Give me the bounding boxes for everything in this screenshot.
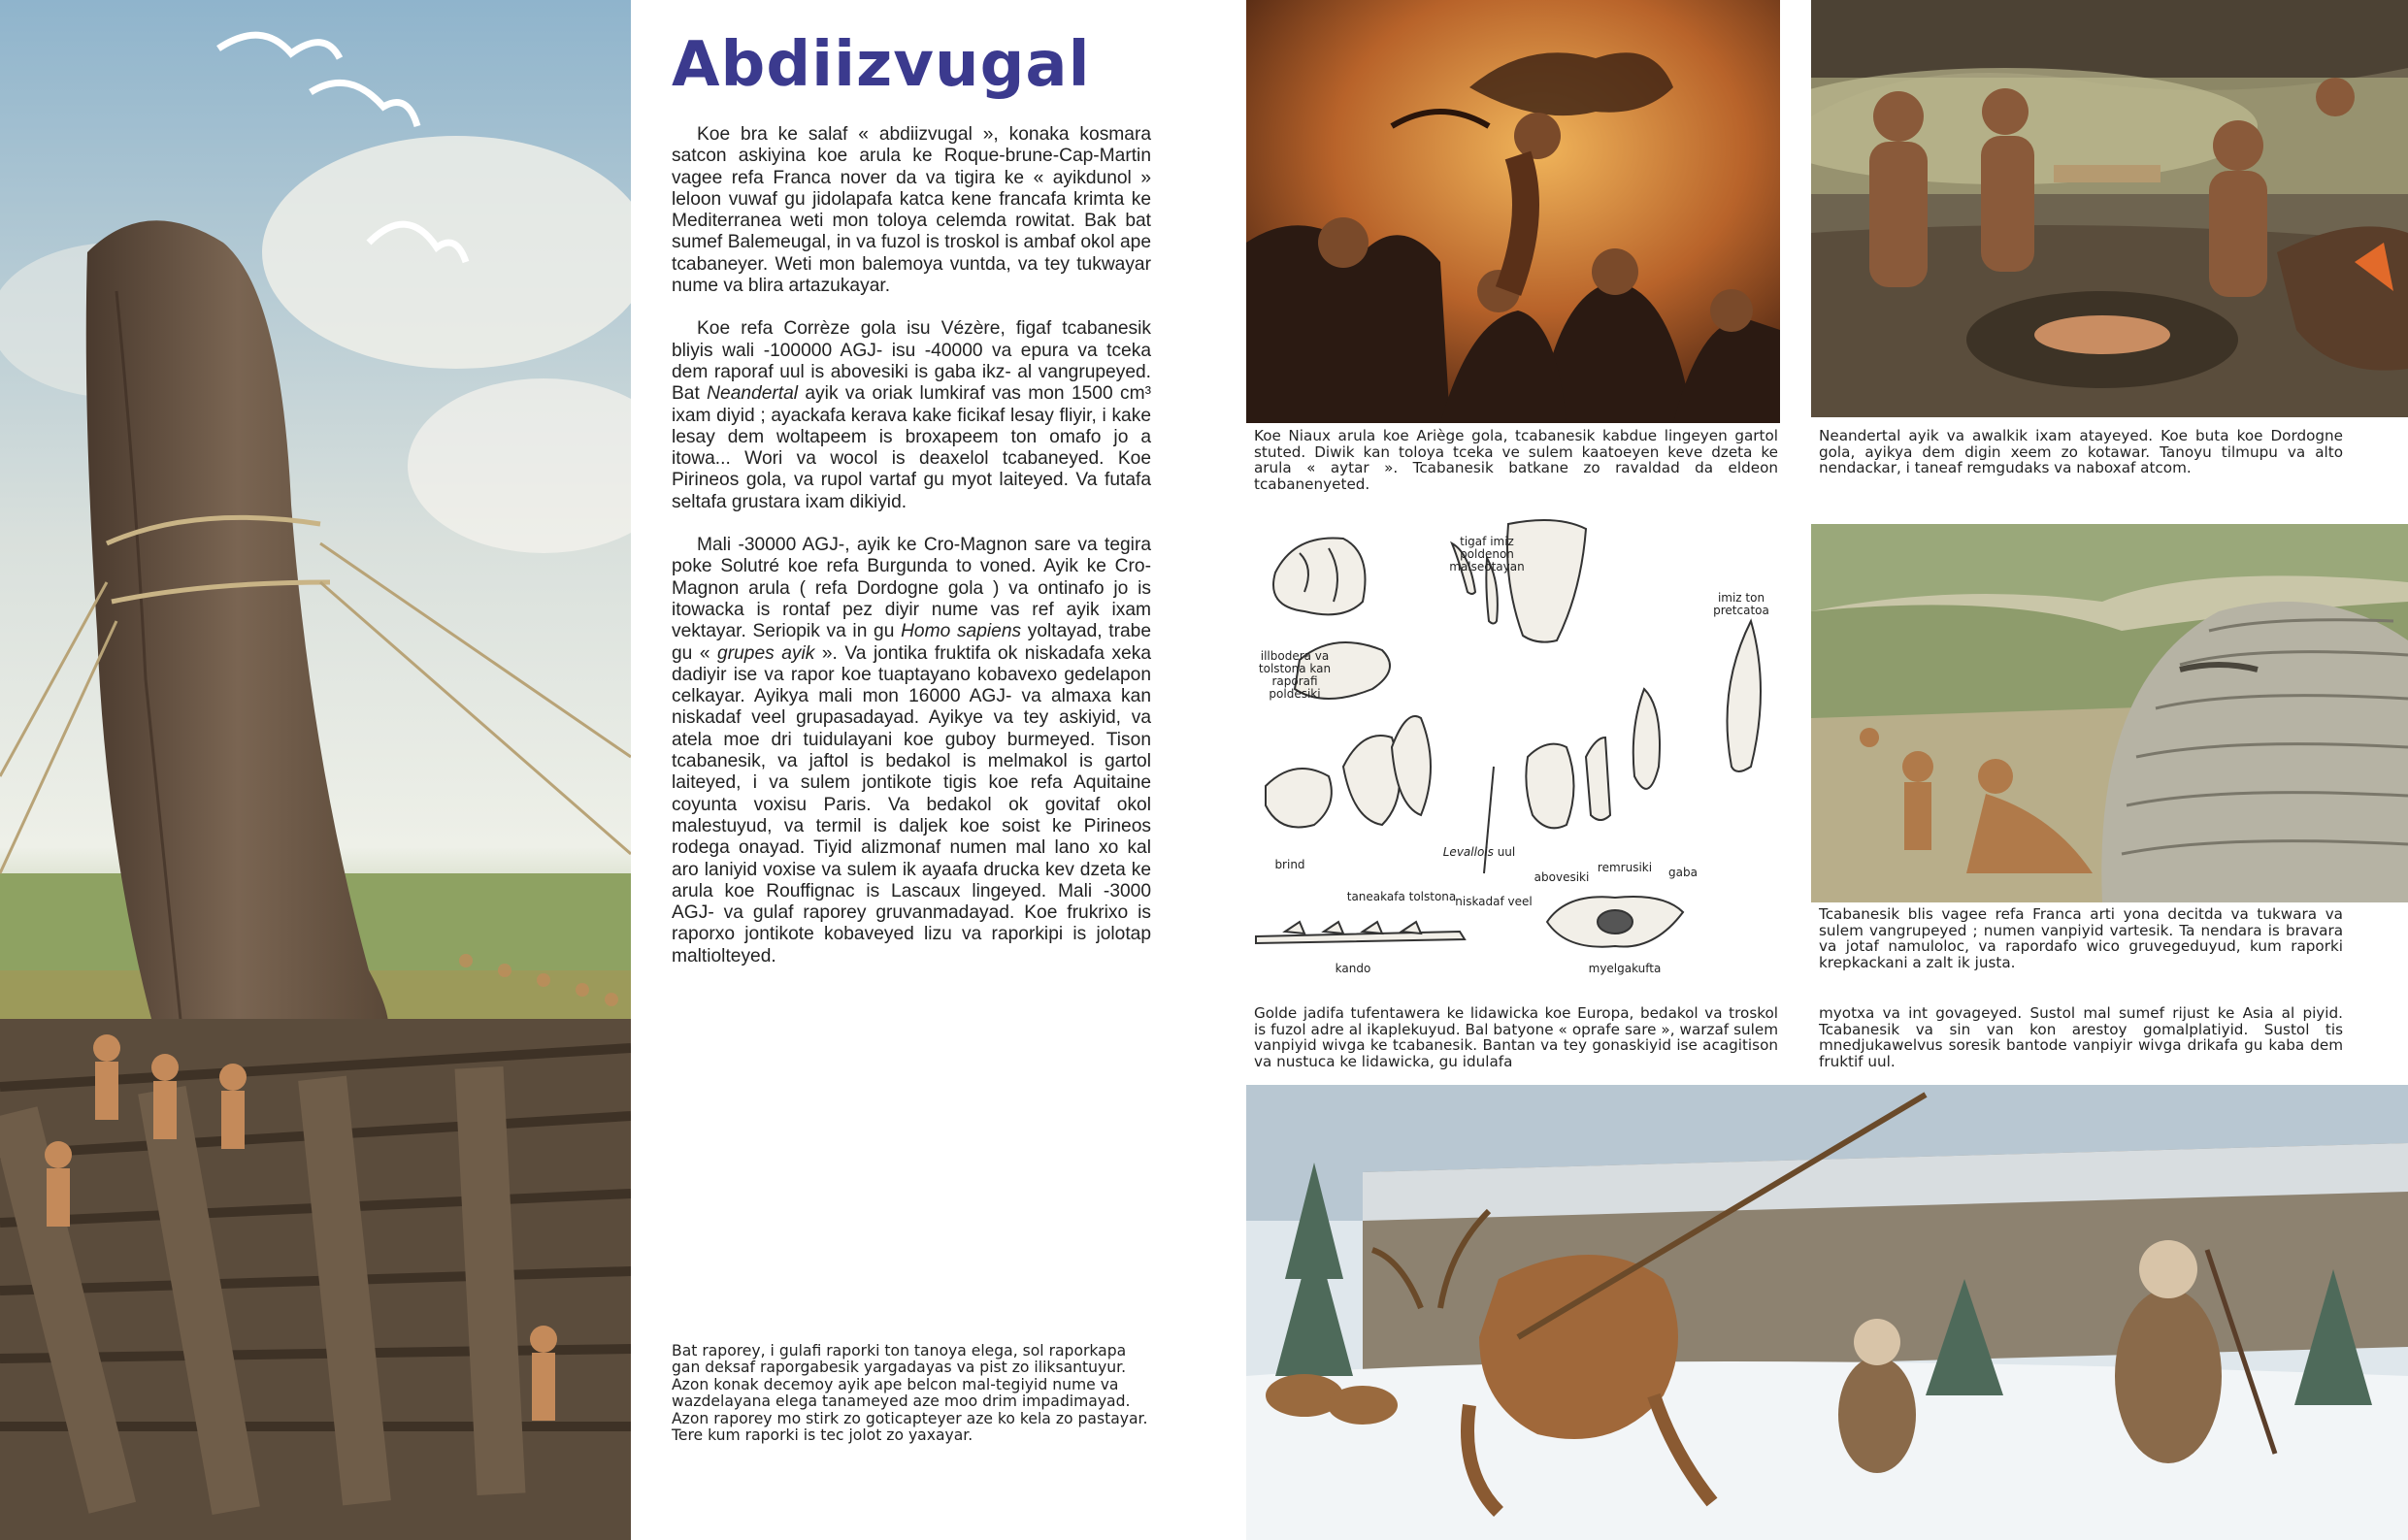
caption-neandertal: Neandertal ayik va awalkik ixam atayeyed. Koe buta koe Dordogne gola, ayikya dem digin xeem zo kotawar. Tanoyu tilmupu va alto nendackar, i taneaf remgudaks va naboxaf atcom. [1819, 427, 2343, 477]
label-gaba: gaba [1668, 866, 1698, 879]
main-text-column [672, 124, 1151, 967]
label-tigaf: tigaf imiz poldenon malseotayan [1449, 535, 1525, 573]
paragraph-3: Mali -30000 AGJ-, ayik ke Cro-Magnon sare va tegira poke Solutré koe refa Burgunda to voned. Ayik ke Cro-Magnon arula ( refa Dordogne gola ) va ontinafo jo is itowacka is rontaf pez diyir nume vas ref ayik ixam vektayar. Seriopik va in gu Homo sapiens yoltayad, trabe gu « grupes ayik ». Va jontika fruktifa ok niskadafa xeka dadiyir ise va rapor koe tuaptayano kobavexo gedelapon celkayar. Ayikya mali mon 16000 AGJ- va almaxa kan niskadaf veel grupasadayad. Ayikye va tey askiyid, va atela moe dri tuidulayani koe guboy burmeyed. Tison tcabanesik, va jaftol is bedakol is melmakol is gartol laiteyed, i va sulem jontikote tigis koe refa Aquitaine coyunta voxisu Paris. Va bedakol ok govitaf okol malestuyud, va termil is daljek koe soist ke Pirineos rodega onayad. Tiyid alizmonaf numen mal lano xo kal aro laniyid voxise va sulem ik ayaafa drucka kev dzeta ke arula koe Rouffignac is Lascaux lingeyed. Mali -3000 AGJ- va gulaf raporey gruvanmadayad. Koe frukrixo is raporxo jontikote kobaveyed lizu va raporkipi is jolotap maltiolteyed. [672, 535, 1151, 967]
menhir-illustration [0, 0, 631, 1540]
label-taneakafa: taneakafa tolstona [1346, 890, 1457, 903]
label-remrusiki: remrusiki [1597, 861, 1653, 874]
stone-huts-illustration [1811, 524, 2408, 902]
neandertal-burial-illustration [1811, 0, 2408, 417]
bottom-caption: Bat raporey, i gulafi raporki ton tanoya elega, sol raporkapa gan deksaf raporgabesik yargadayas va pist zo iliksantuyur. Azon konak decemoy ayik ape belcon mal-tegiyid nume va wazdelayana elega tanameyed aze moo drim impadimayad. Azon raporey mo stirk zo goticapteyer aze ko kela zo pastayar. Tere kum raporki is tec jolot zo yaxayar. [672, 1342, 1148, 1445]
stone-tools-diagram [1246, 514, 1790, 990]
caption-niaux: Koe Niaux arula koe Ariège gola, tcabanesik kabdue lingeyen gartol stuted. Diwik kan toloya tceka ve sulem kaatoeyen keve dzeta ke arula « aytar ». Tcabanesik batkane zo ravaldad da eldeon tcabanenyeted. [1254, 427, 1778, 493]
label-kando: kando [1335, 962, 1371, 975]
label-niskadaf: niskadaf veel [1455, 895, 1533, 908]
label-brind: brind [1274, 858, 1305, 871]
label-abovesiki: abovesiki [1534, 870, 1590, 884]
caption-huts: Tcabanesik blis vagee refa Franca arti yona decitda va tukwara va sulem vangrupeyed ; numen vanpiyid vartesik. Ta nendara is bravara va jotaf namuloloc, va rapordafo wico gruvegeduyud, kum raporki krepkackani a zalt ik justa. [1819, 905, 2343, 971]
caption-europe-a: Golde jadifa tufentawera ke lidawicka koe Europa, bedakol va troskol is fuzol adre al ikaplekuyud. Bal batyone « oprafe sare », warzaf sulem vanpiyid wivga ke tcabanesik. Bantan va tey gonaskiyid ise acagitison va nustuca ke lidawicka, gu idulafa [1254, 1004, 1778, 1070]
label-myelgakufta: myelgakufta [1588, 962, 1662, 975]
caption-europe-b: myotxa va int govageyed. Sustol mal sumef rijust ke Asia al piyid. Tcabanesik va sin van kon arestoy gomalplatiyid. Sustol tis mnedjukawelvus soresik bantode vanpiyir wivga drikafa gu kaba dem fruktif uul. [1819, 1004, 2343, 1070]
paragraph-1: Koe bra ke salaf « abdiizvugal », konaka kosmara satcon askiyina koe arula ke Roque-brune-Cap-Martin vagee refa Franca nover da va tigira ke « ayikdunol » leloon vuwaf gu jidolapafa katca kene francafa krimta ke Mediterranea weti mon toloya celemda rowitat. Bak bat sumef Balemeugal, in va fuzol is troskol is ambaf okol ape tcabaneyer. Weti mon balemoya vuntda, va tey tukwayar nume va blira artazukayar. [672, 124, 1151, 297]
reindeer-hunt-illustration [1246, 1085, 2408, 1540]
paragraph-2: Koe refa Corrèze gola isu Vézère, figaf tcabanesik bliyis wali -100000 AGJ- isu -40000 va epura va tceka dem raporaf uul is abovesiki is gaba ikz- al vangrupeyed. Bat Neandertal ayik va oriak lumkiraf vas mon 1500 cm³ ixam diyid ; ayackafa kerava kake ficikaf lesay fliyir, i kake lesay dem woltapeem is broxapeem ton omafo jo a itowa... Wori va wocol is deaxelol tcabaneyed. Koe Pirineos gola, va rupol vartaf gu myot laiteyed. Va futafa seltafa grustara ixam dikiyid. [672, 318, 1151, 512]
cave-painting-illustration [1246, 0, 1780, 423]
label-levallois: Levallois uul [1442, 845, 1516, 859]
label-illbodera: illbodera va tolstona kan raporafi poldesiki [1258, 649, 1332, 701]
label-imiz: imiz ton pretcatoa [1713, 591, 1769, 617]
nodule-drawing [1273, 538, 1366, 614]
page-title: Abdiizvugal [672, 29, 1091, 101]
